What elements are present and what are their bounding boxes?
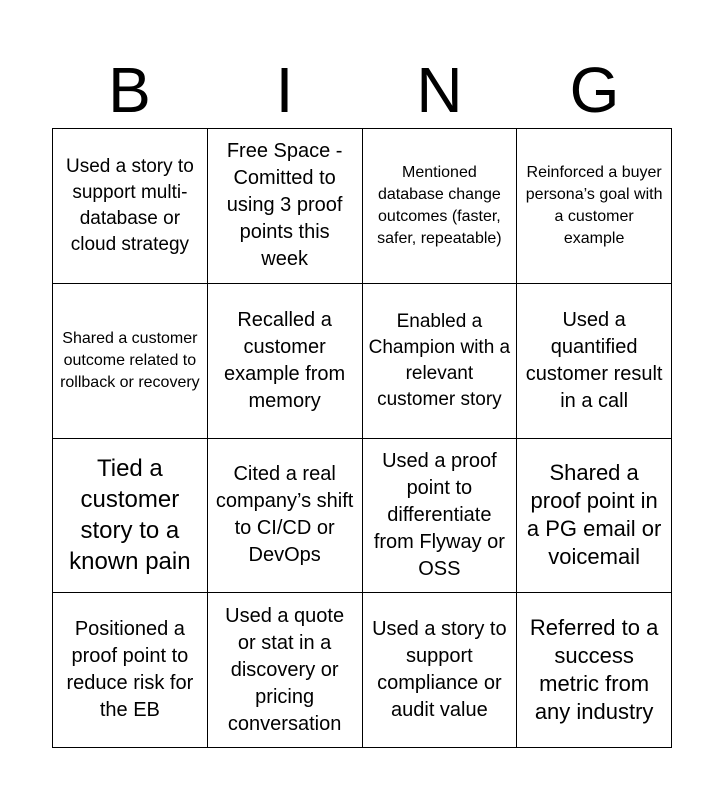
cell-text: Used a proof point to differentiate from Flyway or OSS	[373, 449, 505, 580]
bingo-cell-r4c2[interactable]	[208, 593, 363, 748]
bingo-cell-r1c1[interactable]	[53, 129, 208, 284]
bingo-cell-r1c3[interactable]	[363, 129, 518, 284]
header-letter-i: I	[275, 54, 294, 126]
cell-text: Recalled a customer example from memory	[224, 308, 346, 412]
cell-text: Used a story to support compliance or audit value	[372, 618, 507, 722]
cell-text: Reinforced a buyer persona’s goal with a customer example	[525, 163, 663, 247]
bingo-grid	[52, 128, 672, 748]
header-letter-g: G	[569, 54, 620, 126]
bingo-cell-r1c2-free-space[interactable]	[208, 129, 363, 284]
bingo-cell-r3c4[interactable]	[517, 439, 672, 594]
cell-text: Enabled a Champion with a relevant customer story	[368, 310, 511, 410]
cell-text: Used a quantified customer result in a call	[525, 308, 663, 412]
bingo-header	[52, 52, 672, 128]
cell-text: Tied a customer story to a known pain	[69, 455, 191, 576]
cell-text: Free Space - Comitted to using 3 proof points this week	[226, 140, 343, 271]
cell-text: Used a story to support multi-database or cloud strategy	[65, 155, 194, 255]
header-letter-n: N	[416, 54, 463, 126]
bingo-cell-r3c3[interactable]	[363, 439, 518, 594]
cell-text: Positioned a proof point to reduce risk for the EB	[66, 618, 194, 722]
bingo-cell-r2c1[interactable]	[53, 284, 208, 439]
bingo-cell-r3c1[interactable]	[53, 439, 208, 594]
bingo-cell-r4c3[interactable]	[363, 593, 518, 748]
header-letter-b: B	[108, 54, 151, 126]
cell-text: Shared a customer outcome related to rollback or recovery	[60, 329, 200, 391]
bingo-cell-r3c2[interactable]	[208, 439, 363, 594]
bingo-cell-r4c4[interactable]	[517, 593, 672, 748]
cell-text: Mentioned database change outcomes (faster, safer, repeatable)	[377, 163, 502, 247]
bingo-cell-r2c3[interactable]	[363, 284, 518, 439]
cell-text: Used a quote or stat in a discovery or pricing conversation	[225, 604, 345, 735]
cell-text: Shared a proof point in a PG email or voicemail	[526, 460, 662, 570]
bingo-cell-r1c4[interactable]	[517, 129, 672, 284]
bingo-cell-r4c1[interactable]	[53, 593, 208, 748]
cell-text: Referred to a success metric from any industry	[529, 615, 659, 725]
bingo-cell-r2c2[interactable]	[208, 284, 363, 439]
bingo-cell-r2c4[interactable]	[517, 284, 672, 439]
cell-text: Cited a real company’s shift to CI/CD or DevOps	[215, 463, 354, 567]
